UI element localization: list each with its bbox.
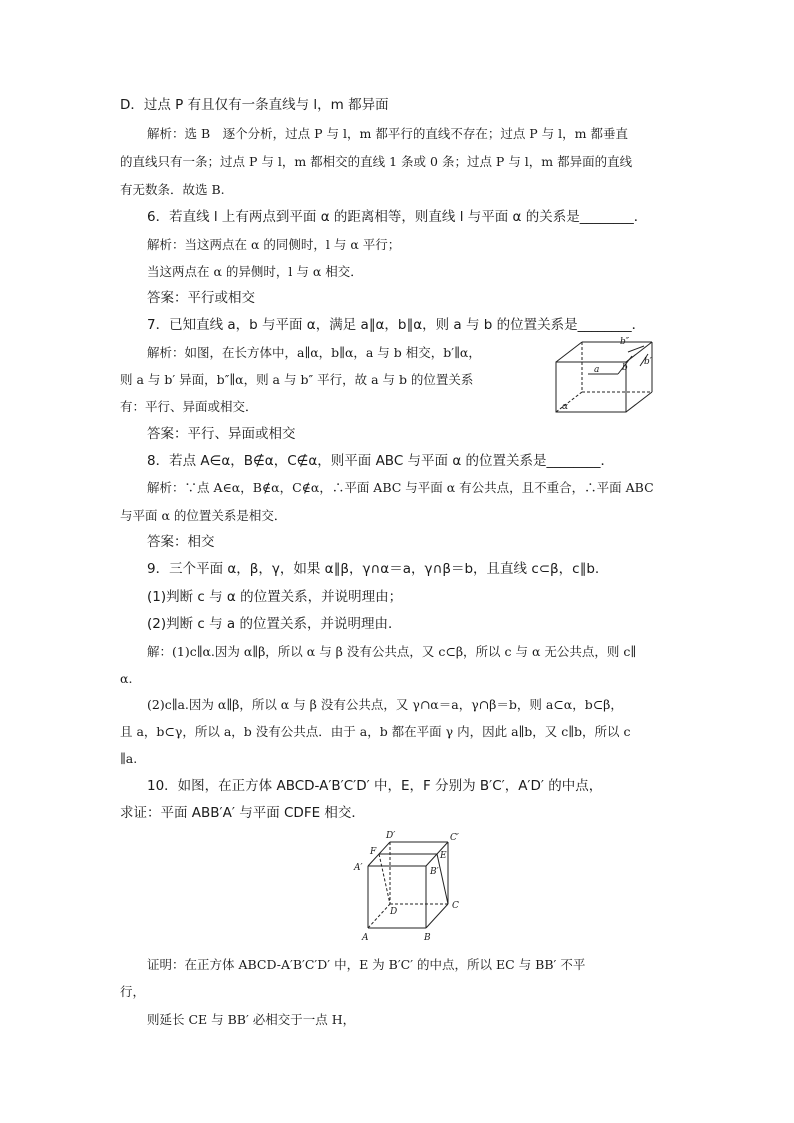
solution-5-line-1: 解析：选 B 逐个分析，过点 P 与 l，m 都平行的直线不存在；过点 P 与 l，m 都垂直	[147, 126, 628, 141]
cube-label-a-prime: A′	[354, 863, 363, 873]
label-b: b	[622, 363, 628, 373]
label-b-double-prime: b″	[620, 337, 630, 347]
figure-cube	[350, 828, 470, 946]
solution-9-line-3: (2)c∥a.因为 α∥β，所以 α 与 β 没有公共点，又 γ∩α＝a，γ∩β＝b，则 a⊂α，b⊂β，	[147, 697, 623, 712]
question-6: 6．若直线 l 上有两点到平面 α 的距离相等，则直线 l 与平面 α 的关系是________．	[147, 209, 648, 225]
cube-label-f: F	[370, 847, 377, 857]
cube-label-b-prime: B′	[430, 867, 439, 877]
solution-5-line-3: 有无数条．故选 B.	[120, 182, 225, 197]
question-9-part-2: (2)判断 c 与 a 的位置关系，并说明理由．	[147, 616, 402, 632]
cube-label-c: C	[452, 901, 459, 911]
solution-9-line-2: α.	[120, 671, 133, 686]
solution-7-line-2: 则 a 与 b′ 异面，b″∥α，则 a 与 b″ 平行，故 a 与 b 的位置关系	[120, 372, 474, 387]
cube-label-e: E	[440, 851, 447, 861]
cube-label-c-prime: C′	[450, 833, 459, 843]
proof-line-1: 证明：在正方体 ABCD-A′B′C′D′ 中，E 为 B′C′ 的中点，所以 EC 与 BB′ 不平	[147, 957, 586, 972]
proof-line-2: 行，	[120, 984, 146, 999]
figure-cuboid	[548, 334, 668, 418]
solution-7-line-3: 有：平行、异面或相交．	[120, 399, 258, 414]
question-9-part-1: (1)判断 c 与 α 的位置关系，并说明理由；	[147, 589, 403, 605]
solution-8-line-2: 与平面 α 的位置关系是相交．	[120, 508, 287, 523]
label-a: a	[594, 365, 600, 375]
cube-label-d: D	[390, 907, 398, 917]
label-alpha: α	[562, 402, 569, 412]
solution-6-line-2: 当这两点在 α 的异侧时，l 与 α 相交．	[147, 264, 363, 279]
answer-6: 答案：平行或相交	[147, 290, 255, 306]
proof-line-3: 则延长 CE 与 BB′ 必相交于一点 H，	[147, 1012, 356, 1027]
question-10-line-2: 求证：平面 ABB′A′ 与平面 CDFE 相交．	[120, 805, 365, 821]
cube-label-d-prime: D′	[386, 831, 396, 841]
solution-9-line-4: 且 a，b⊂γ，所以 a，b 没有公共点．由于 a，b 都在平面 γ 内，因此 a∥b，又 c∥b，所以 c	[120, 724, 631, 739]
option-d: D．过点 P 有且仅有一条直线与 l，m 都异面	[120, 97, 389, 113]
label-b-prime: b′	[644, 357, 652, 367]
solution-8-line-1: 解析：∵点 A∈α，B∉α，C∉α，∴平面 ABC 与平面 α 有公共点，且不重合，∴平面 ABC	[147, 480, 654, 495]
solution-9-line-5: ∥a.	[120, 751, 138, 766]
solution-5-line-2: 的直线只有一条；过点 P 与 l，m 都相交的直线 1 条或 0 条；过点 P 与 l，m 都异面的直线	[120, 154, 633, 169]
answer-8: 答案：相交	[147, 534, 215, 550]
question-9: 9．三个平面 α，β，γ，如果 α∥β，γ∩α＝a，γ∩β＝b，且直线 c⊂β，c∥b.	[147, 561, 600, 577]
question-8: 8．若点 A∈α，B∉α，C∉α，则平面 ABC 与平面 α 的位置关系是________．	[147, 453, 615, 469]
cube-label-a: A	[362, 933, 369, 943]
solution-9-line-1: 解：(1)c∥α.因为 α∥β，所以 α 与 β 没有公共点，又 c⊂β，所以 c 与 α 无公共点，则 c∥	[147, 644, 637, 659]
solution-7-line-1: 解析：如图，在长方体中，a∥α，b∥α，a 与 b 相交，b′∥α，	[147, 345, 481, 360]
answer-7: 答案：平行、异面或相交	[147, 426, 296, 442]
solution-6-line-1: 解析：当这两点在 α 的同侧时，l 与 α 平行；	[147, 237, 401, 252]
cube-label-b: B	[424, 933, 431, 943]
question-7: 7．已知直线 a，b 与平面 α，满足 a∥α，b∥α，则 a 与 b 的位置关系是________．	[147, 317, 646, 333]
question-10-line-1: 10．如图，在正方体 ABCD-A′B′C′D′ 中，E，F 分别为 B′C′，A′D′ 的中点，	[147, 778, 603, 794]
